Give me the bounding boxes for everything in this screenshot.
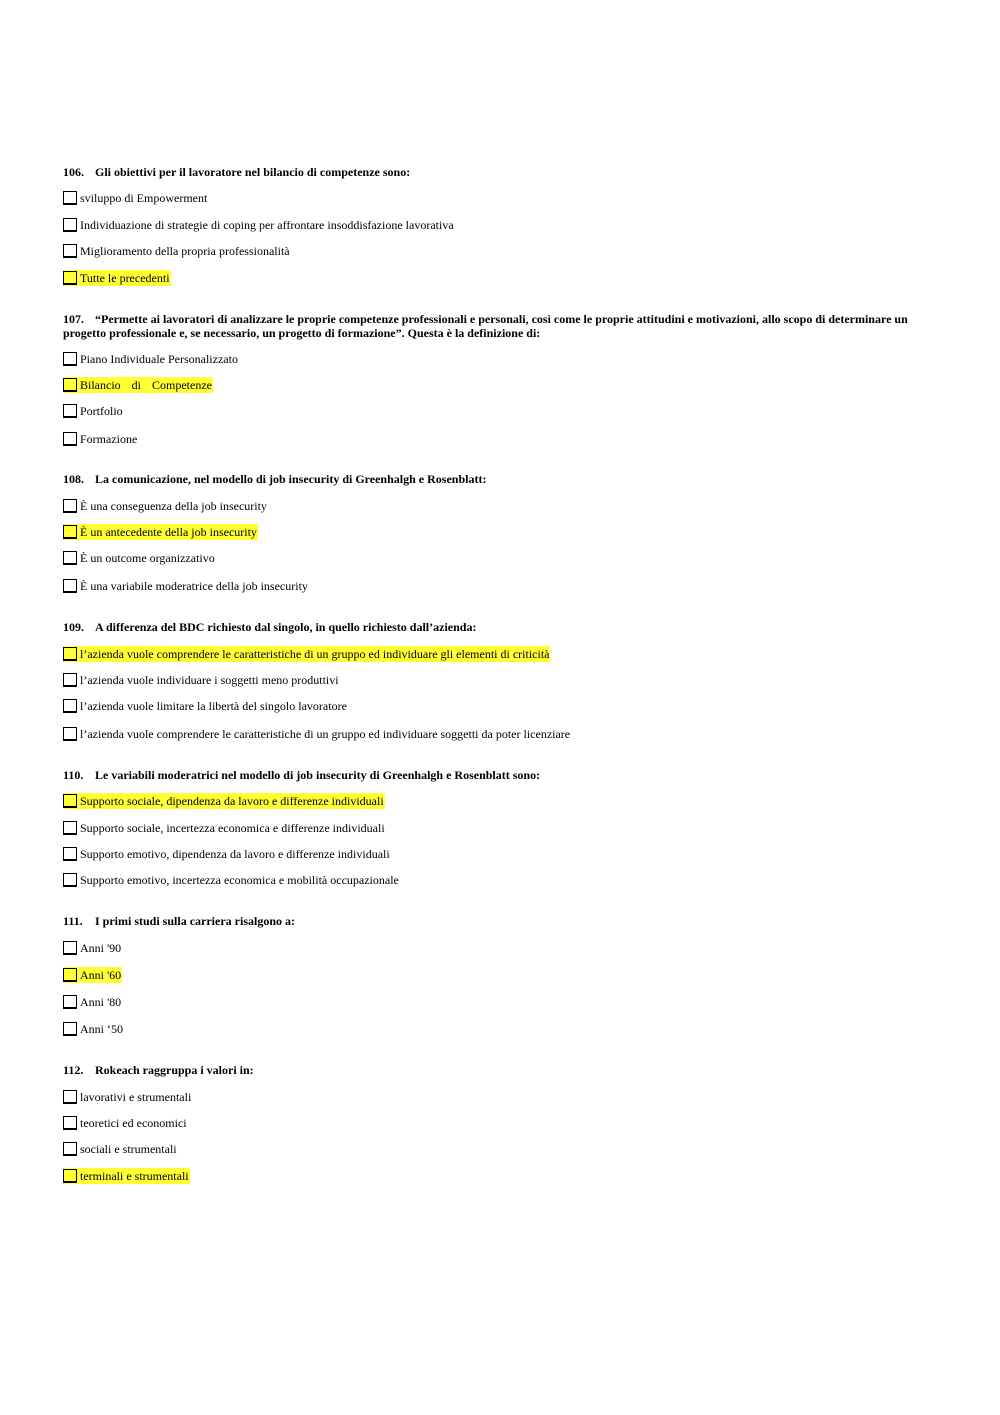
answer-option[interactable] (63, 217, 455, 233)
answer-label: Anni '60 (80, 968, 122, 982)
checkbox-icon[interactable] (63, 673, 77, 687)
answer-label: Anni '80 (80, 995, 122, 1009)
answer-option[interactable] (63, 698, 348, 714)
answer-option[interactable] (63, 431, 138, 447)
answer-label: È un outcome organizzativo (80, 551, 215, 565)
answer-option-highlighted[interactable] (63, 967, 122, 983)
checkbox-icon[interactable] (63, 378, 77, 392)
checkbox-icon[interactable] (63, 271, 77, 285)
checkbox-icon[interactable] (63, 1090, 77, 1104)
answer-label: terminali e strumentali (80, 1169, 189, 1183)
question-107-heading (63, 312, 937, 340)
checkbox-icon[interactable] (63, 499, 77, 513)
checkbox-icon[interactable] (63, 579, 77, 593)
answer-label: Supporto sociale, dipendenza da lavoro e differenze individuali (80, 794, 384, 808)
checkbox-icon[interactable] (63, 794, 77, 808)
question-109-heading (63, 620, 476, 634)
answer-label: l’azienda vuole comprendere le caratteristiche di un gruppo ed individuare gli elementi di criticità (80, 647, 550, 661)
answer-label: l’azienda vuole limitare la libertà del singolo lavoratore (80, 699, 347, 713)
answer-label: Tutte le precedenti (80, 271, 170, 285)
answer-label: Anni '90 (80, 941, 122, 955)
answer-label: Supporto emotivo, incertezza economica e mobilità occupazionale (80, 873, 399, 887)
question-text: Le variabili moderatrici nel modello di job insecurity di Greenhalgh e Rosenblatt sono: (95, 768, 541, 782)
checkbox-icon[interactable] (63, 1169, 77, 1183)
checkbox-icon[interactable] (63, 1116, 77, 1130)
answer-option[interactable] (63, 820, 386, 836)
answer-option[interactable] (63, 550, 216, 566)
answer-option[interactable] (63, 846, 391, 862)
answer-option[interactable] (63, 872, 400, 888)
question-number: 110. (63, 768, 84, 782)
answer-option[interactable] (63, 578, 309, 594)
answer-option-highlighted[interactable] (63, 646, 550, 662)
answer-option[interactable] (63, 243, 291, 259)
question-111-heading (63, 914, 295, 928)
answer-option-highlighted[interactable] (63, 524, 258, 540)
checkbox-icon[interactable] (63, 218, 77, 232)
answer-option[interactable] (63, 726, 571, 742)
question-number: 109. (63, 620, 84, 634)
checkbox-icon[interactable] (63, 821, 77, 835)
question-text: Rokeach raggruppa i valori in: (95, 1063, 254, 1077)
question-number: 112. (63, 1063, 84, 1077)
answer-label: l’azienda vuole individuare i soggetti meno produttivi (80, 673, 339, 687)
answer-option[interactable] (63, 403, 124, 419)
answer-option-highlighted[interactable] (63, 793, 385, 809)
answer-label: Miglioramento della propria professionalità (80, 244, 290, 258)
answer-option[interactable] (63, 1115, 188, 1131)
answer-option[interactable] (63, 498, 268, 514)
answer-option[interactable] (63, 351, 239, 367)
checkbox-icon[interactable] (63, 551, 77, 565)
question-text: I primi studi sulla carriera risalgono a: (95, 914, 295, 928)
answer-label: Supporto sociale, incertezza economica e differenze individuali (80, 821, 385, 835)
question-text: A differenza del BDC richiesto dal singolo, in quello richiesto dall’azienda: (95, 620, 477, 634)
question-110-heading (63, 768, 540, 782)
answer-label: Bilancio di Competenze (80, 378, 212, 392)
checkbox-icon[interactable] (63, 995, 77, 1009)
answer-label: È una conseguenza della job insecurity (80, 499, 267, 513)
checkbox-icon[interactable] (63, 847, 77, 861)
answer-option[interactable] (63, 940, 122, 956)
answer-label: sociali e strumentali (80, 1142, 177, 1156)
question-108-heading (63, 472, 486, 486)
answer-label: sviluppo di Empowerment (80, 191, 208, 205)
checkbox-icon[interactable] (63, 727, 77, 741)
answer-option-highlighted[interactable] (63, 1168, 190, 1184)
question-text: Gli obiettivi per il lavoratore nel bilancio di competenze sono: (95, 165, 411, 179)
checkbox-icon[interactable] (63, 1142, 77, 1156)
answer-option[interactable] (63, 1141, 178, 1157)
answer-label: Supporto emotivo, dipendenza da lavoro e differenze individuali (80, 847, 390, 861)
answer-option-highlighted[interactable] (63, 377, 213, 393)
checkbox-icon[interactable] (63, 244, 77, 258)
answer-option[interactable] (63, 1089, 192, 1105)
answer-option[interactable] (63, 994, 122, 1010)
checkbox-icon[interactable] (63, 432, 77, 446)
checkbox-icon[interactable] (63, 647, 77, 661)
answer-label: Individuazione di strategie di coping per affrontare insoddisfazione lavorativa (80, 218, 454, 232)
question-number: 106. (63, 165, 84, 179)
question-number: 111. (63, 914, 83, 928)
question-112-heading (63, 1063, 254, 1077)
checkbox-icon[interactable] (63, 968, 77, 982)
checkbox-icon[interactable] (63, 525, 77, 539)
answer-option[interactable] (63, 190, 208, 206)
answer-option[interactable] (63, 1021, 124, 1037)
checkbox-icon[interactable] (63, 699, 77, 713)
checkbox-icon[interactable] (63, 352, 77, 366)
checkbox-icon[interactable] (63, 1022, 77, 1036)
answer-label: È un antecedente della job insecurity (80, 525, 257, 539)
question-text: “Permette ai lavoratori di analizzare le proprie competenze professionali e personali, così come le proprie attitudini e motivazioni, allo scopo di determinare un progetto professionale e, se necessario, un progetto di formazione”. Questa è la definizione di: (63, 312, 908, 340)
checkbox-icon[interactable] (63, 873, 77, 887)
answer-label: Piano Individuale Personalizzato (80, 352, 238, 366)
question-number: 107. (63, 312, 84, 326)
checkbox-icon[interactable] (63, 941, 77, 955)
answer-option[interactable] (63, 672, 340, 688)
checkbox-icon[interactable] (63, 191, 77, 205)
answer-label: lavorativi e strumentali (80, 1090, 192, 1104)
answer-option-highlighted[interactable] (63, 270, 171, 286)
question-text: La comunicazione, nel modello di job insecurity di Greenhalgh e Rosenblatt: (95, 472, 487, 486)
question-106-heading (63, 165, 410, 179)
answer-label: Portfolio (80, 404, 123, 418)
answer-label: Formazione (80, 432, 138, 446)
question-number: 108. (63, 472, 84, 486)
answer-label: teoretici ed economici (80, 1116, 187, 1130)
checkbox-icon[interactable] (63, 404, 77, 418)
answer-label: È una variabile moderatrice della job insecurity (80, 579, 308, 593)
answer-label: l’azienda vuole comprendere le caratteristiche di un gruppo ed individuare soggetti da poter licenziare (80, 727, 571, 741)
answer-label: Anni ‘50 (80, 1022, 123, 1036)
